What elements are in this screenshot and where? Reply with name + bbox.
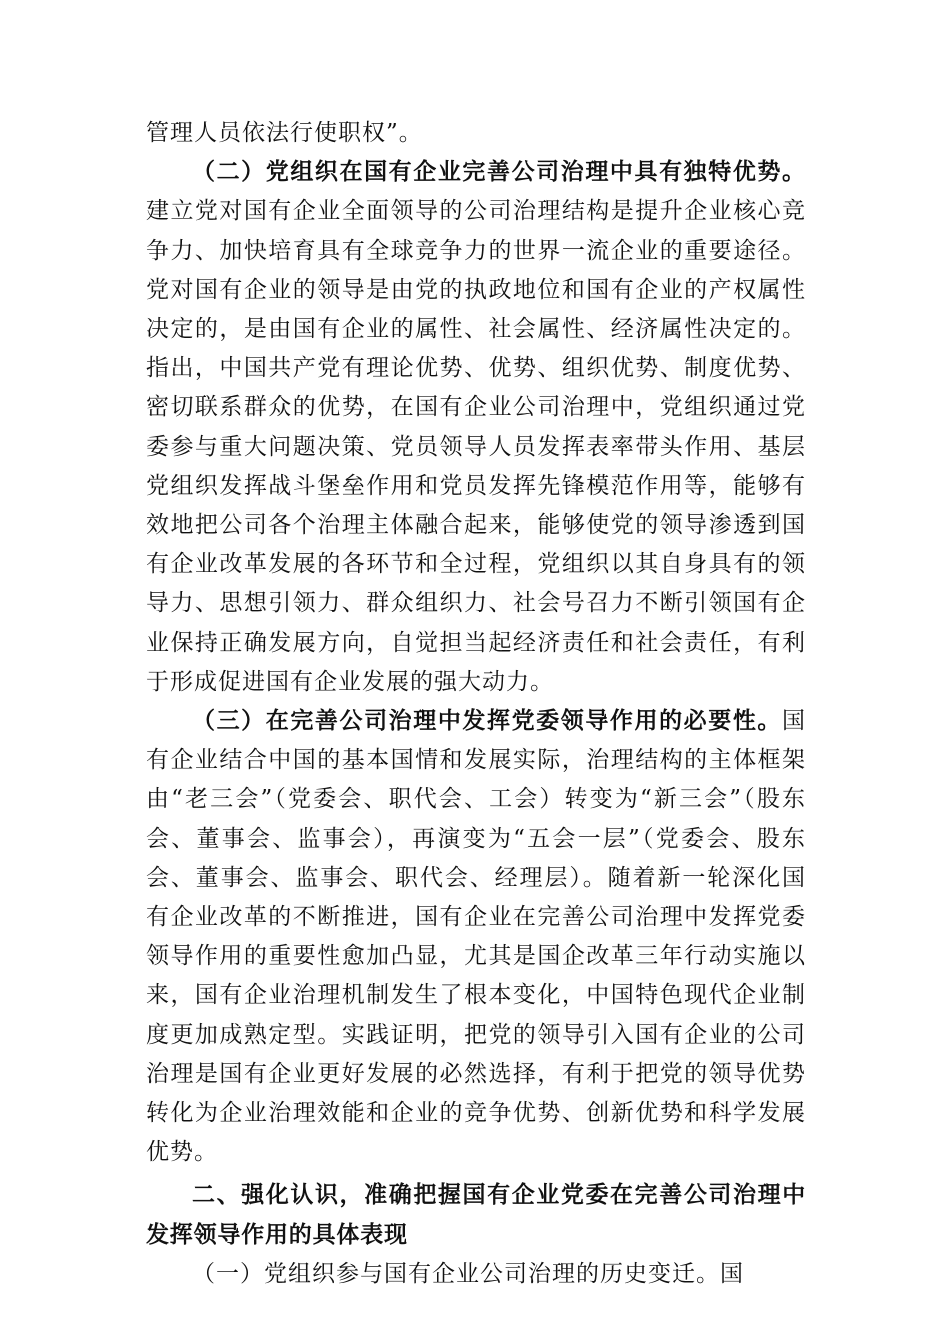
paragraph-history <box>146 1255 806 1294</box>
paragraph-lead-heading: （二）党组织在国有企业完善公司治理中具有独特优势。 <box>192 159 806 186</box>
paragraph-body: 建立党对国有企业全面领导的公司治理结构是提升企业核心竞争力、加快培育具有全球竞争力的世界一流企业的重要途径。党对国有企业的领导是由党的执政地位和国有企业的产权属性决定的，是由国有企业的属性、社会属性、经济属性决定的。指出，中国共产党有理论优势、优势、组织优势、制度优势、密切联系群众的优势，在国有企业公司治理中，党组织通过党委参与重大问题决策、党员领导人员发挥表率带头作用、基层党组织发挥战斗堡垒作用和党员发挥先锋模范作用等，能够有效地把公司各个治理主体融合起来，能够使党的领导渗透到国有企业改革发展的各环节和全过程，党组织以其自身具有的领导力、思想引领力、群众组织力、社会号召力不断引领国有企业保持正确发展方向，自觉担当起经济责任和社会责任，有利于形成促进国有企业发展的强大动力。 <box>146 198 806 695</box>
document-page <box>146 114 806 1294</box>
section-heading-2: 二、强化认识，准确把握国有企业党委在完善公司治理中发挥领导作用的具体表现 <box>146 1182 806 1248</box>
paragraph-lead-heading: （三）在完善公司治理中发挥党委领导作用的必要性。 <box>192 708 782 735</box>
paragraph-continuation: 管理人员依法行使职权”。 <box>146 120 423 146</box>
paragraph-necessity <box>146 702 806 1172</box>
paragraph-body: 国 <box>720 1260 744 1287</box>
paragraph-party-advantage <box>146 153 806 702</box>
paragraph-lead-heading: （一）党组织参与国有企业公司治理的历史变迁。 <box>192 1260 720 1287</box>
paragraph-body: 国有企业结合中国的基本国情和发展实际，治理结构的主体框架由“老三会”（党委会、职代会、工会）转变为“新三会”（股东会、董事会、监事会），再演变为“五会一层”（党委会、股东会、董事会、监事会、职代会、经理层）。随着新一轮深化国有企业改革的不断推进，国有企业在完善公司治理中发挥党委领导作用的重要性愈加凸显，尤其是国企改革三年行动实施以来，国有企业治理机制发生了根本变化，中国特色现代企业制度更加成熟定型。实践证明，把党的领导引入国有企业的公司治理是国有企业更好发展的必然选择，有利于把党的领导优势转化为企业治理效能和企业的竞争优势、创新优势和科学发展优势。 <box>146 708 806 1166</box>
